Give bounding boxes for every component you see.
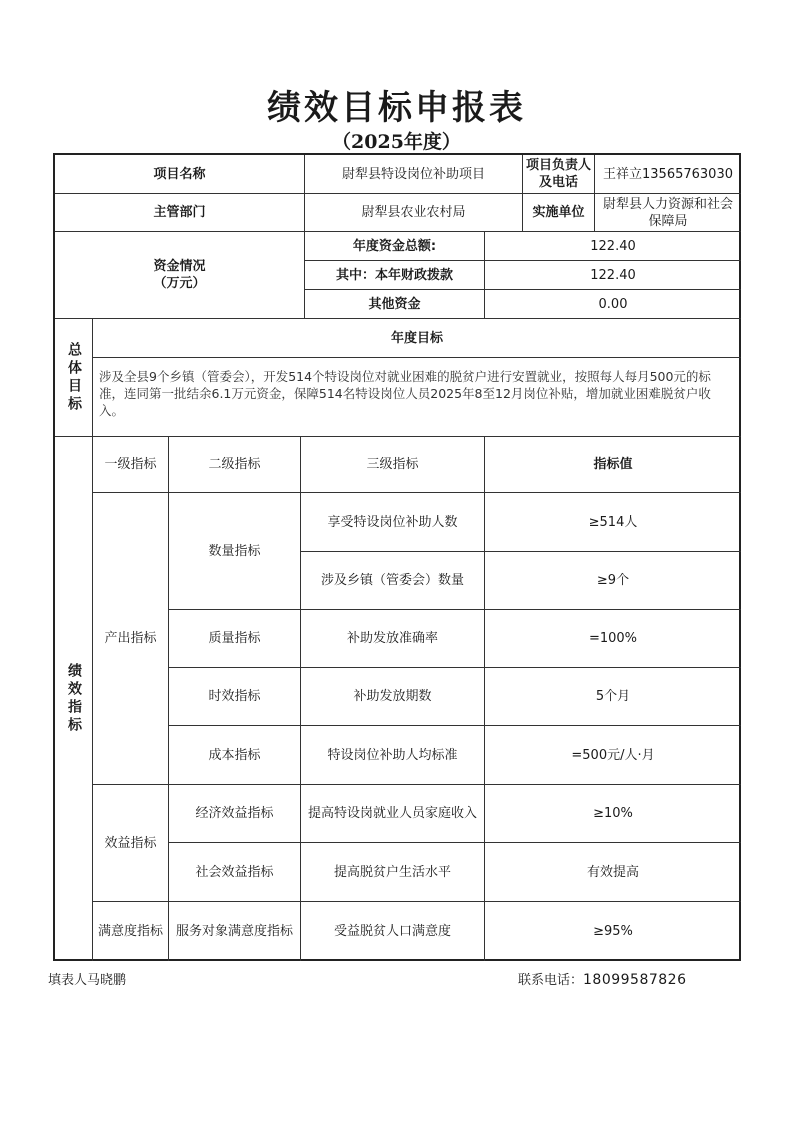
funds-label: 资金情况（万元） [55,232,305,319]
value-row: ≥95% [593,924,633,939]
project-name-label: 项目名称 [55,155,305,194]
value-row: 5个月 [485,668,741,726]
annual-goal-heading: 年度目标 [93,319,741,358]
filler-name: 填表人马晓鹏 [48,973,127,988]
fund-fiscal-value: 122.40 [485,261,741,290]
phone-label: 联系电话： [518,973,584,988]
level3-row: 提高脱贫户生活水平 [301,843,485,902]
group-output: 产出指标 [93,493,169,785]
level2-timeliness: 时效指标 [169,668,301,726]
level3-row: 特设岗位补助人均标准 [301,726,485,785]
value-row: ≥9个 [485,552,741,610]
contact-phone [518,969,687,988]
performance-table [53,153,741,961]
leader-label: 项目负责人及电话 [523,155,595,194]
impl-label: 实施单位 [523,194,595,232]
fund-total-value: 122.40 [485,232,741,261]
fund-fiscal-label: 其中：本年财政拨款 [305,261,485,290]
level2-social: 社会效益指标 [169,843,301,902]
header-value: 指标值 [485,437,741,493]
dept-value: 尉犁县农业农村局 [305,194,523,232]
phone-number: 18099587826 [583,972,687,988]
level2-service: 服务对象满意度指标 [169,902,301,961]
project-name-value: 尉犁县特设岗位补助项目 [305,155,523,194]
header-level1: 一级指标 [93,437,169,493]
level2-cost: 成本指标 [169,726,301,785]
annual-goal-text: 涉及全县9个乡镇（管委会），开发514个特设岗位对就业困难的脱贫户进行安置就业，按照每人每月500元的标准，连同第一批结余6.1万元资金，保障514名特设岗位人员2025年8至12月岗位补贴，增加就业困难脱贫户收入。 [93,358,741,437]
level3-row: 补助发放期数 [301,668,485,726]
fund-other-value: 0.00 [485,290,741,319]
indicators-label: 绩效指标 [55,437,93,961]
overall-goal-label: 总体目标 [55,319,93,437]
page-title: 绩效目标申报表 [267,88,526,128]
value-row: =500元/人·月 [485,726,741,785]
impl-value: 尉犁县人力资源和社会保障局 [595,194,741,232]
leader-value: 王祥立13565763030 [595,155,741,194]
fund-total-label: 年度资金总额: [305,232,485,261]
value-row: ≥10% [485,785,741,843]
level2-quality: 质量指标 [169,610,301,668]
header-level3: 三级指标 [301,437,485,493]
level3-row: 提高特设岗就业人员家庭收入 [301,785,485,843]
dept-label: 主管部门 [55,194,305,232]
group-benefit: 效益指标 [93,785,169,902]
level3-row: 涉及乡镇（管委会）数量 [301,552,485,610]
header-level2: 二级指标 [169,437,301,493]
level3-row: 补助发放准确率 [301,610,485,668]
level3-row: 享受特设岗位补助人数 [301,493,485,552]
level2-quantity: 数量指标 [169,493,301,610]
group-satisfaction: 满意度指标 [93,902,169,961]
page-subtitle: （2025年度） [332,131,461,153]
value-row: ≥514人 [485,493,741,552]
level2-economic: 经济效益指标 [169,785,301,843]
value-row: 有效提高 [485,843,741,902]
fund-other-label: 其他资金 [305,290,485,319]
value-row: =100% [485,610,741,668]
level3-row: 受益脱贫人口满意度 [301,902,485,961]
